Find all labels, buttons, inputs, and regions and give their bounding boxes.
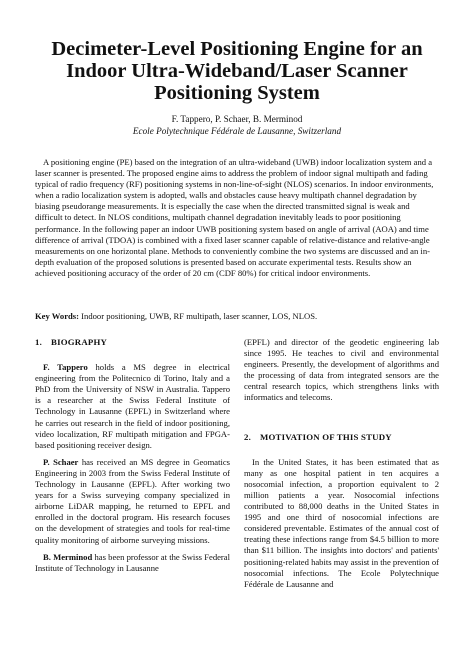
bio-name: F. Tappero	[43, 362, 88, 373]
section-heading-motivation	[244, 432, 439, 443]
abstract: A positioning engine (PE) based on the integration of an ultra-wideband (UWB) indoor localization system and a laser scanner is presented. The proposed engine aims to address the problem of indoor signal multipath and fading typical of radio frequency (RF) positioning systems in non-line-of-sight (NLOS) scenarios. In indoor environments, when a radio localization system is adopted, walls and obstacles cause heavy multipath channel degradation by biasing pseudorange measurements. It is especially the case when the directed transmitted signal is weak and difficult to detect. In NLOS conditions, multipath channel degradation inevitably leads to poor positioning performance. In the following paper an indoor UWB positioning system based on angle of arrival (AOA) and time difference of arrival (TDOA) is combined with a fixed laser scanner capable of relative-distance and relative-angle measurements on one horizontal plane. Methods to conveniently combine the two systems are discussed and an in-depth evaluation of the proposed solutions is presented based on accurate experimental tests. Results show an achieved positioning accuracy of the order of 20 cm (CDF 80%) for critical indoor environments.	[35, 157, 434, 278]
bio-name: B. Merminod	[43, 551, 93, 562]
motivation-paragraph: In the United States, it has been estimated that as many as one hospital patient in ten acquires a nosocomial infection, a proportion equivalent to 2 million patients a year. Nosocomial infections contributed to 88,000 deaths in the United States in 1995 and one third of nosocomial infections are considered preventable. Estimates of the annual cost of treating these infections range from $4.5 billion to more than $11 billion. The insights into doctors' and patients' positioning-related habits may assist in the prevention of nosocomial infections. The Ecole Polytechnique Fédérale de Lausanne and	[244, 456, 439, 589]
title-line: Positioning System	[154, 82, 320, 104]
section-title: MOTIVATION OF THIS STUDY	[260, 431, 392, 442]
bio-text: has received an MS degree in Geomatics Engineering in 2003 from the Swiss Federal Institute of Technology in Lausanne (EPFL). After working two years for a Swiss surveying company specialized in airborne LiDAR mapping, he returned to EPFL and enrolled in the doctoral program. His research focuses on the development of strategies and tools for real-time quality monitoring of airborne surveying missions.	[35, 456, 231, 545]
paper-title	[40, 38, 434, 104]
bio-name: P. Schaer	[43, 456, 79, 467]
bio-text: holds a MS degree in electrical engineering from the Politecnico di Torino, Italy and a PhD from the University of NSW in Australia. Tappero is a researcher at the Swiss Federal Institute of Technology in Lausanne (EPFL) in Switzerland where he carries out research in the field of indoor positioning, video localization, RF multipath mitigation and FPGA-based positioning receiver design.	[35, 362, 231, 450]
section-number: 1.	[35, 337, 42, 347]
right-column	[244, 337, 439, 590]
section-heading-biography	[35, 337, 230, 348]
section-number: 2.	[244, 431, 251, 442]
section-title: BIOGRAPHY	[51, 337, 108, 347]
keywords-text: Indoor positioning, UWB, RF multipath, laser scanner, LOS, NLOS.	[81, 311, 318, 321]
title-line: Decimeter-Level Positioning Engine for an	[51, 38, 423, 60]
bio-merminod-continued: (EPFL) and director of the geodetic engineering lab since 1995. He teaches to civil and environmental engineers. Presently, the development of algorithms and the processing of data from integrated sensors are the central research topics, which strengthens links with informatics and telecoms.	[244, 337, 439, 403]
affiliation: Ecole Polytechnique Fédérale de Lausanne, Switzerland	[132, 126, 342, 136]
keywords	[35, 311, 439, 322]
left-column	[35, 337, 230, 574]
bio-text: has been professor at the Swiss Federal Institute of Technology in Lausanne	[35, 551, 230, 573]
bio-schaer	[35, 457, 230, 546]
title-line: Indoor Ultra-Wideband/Laser Scanner	[66, 60, 408, 82]
bio-merminod	[35, 552, 230, 574]
authors: F. Tappero, P. Schaer, B. Merminod	[171, 114, 303, 124]
keywords-label: Key Words:	[35, 311, 80, 321]
bio-tappero	[35, 362, 230, 451]
